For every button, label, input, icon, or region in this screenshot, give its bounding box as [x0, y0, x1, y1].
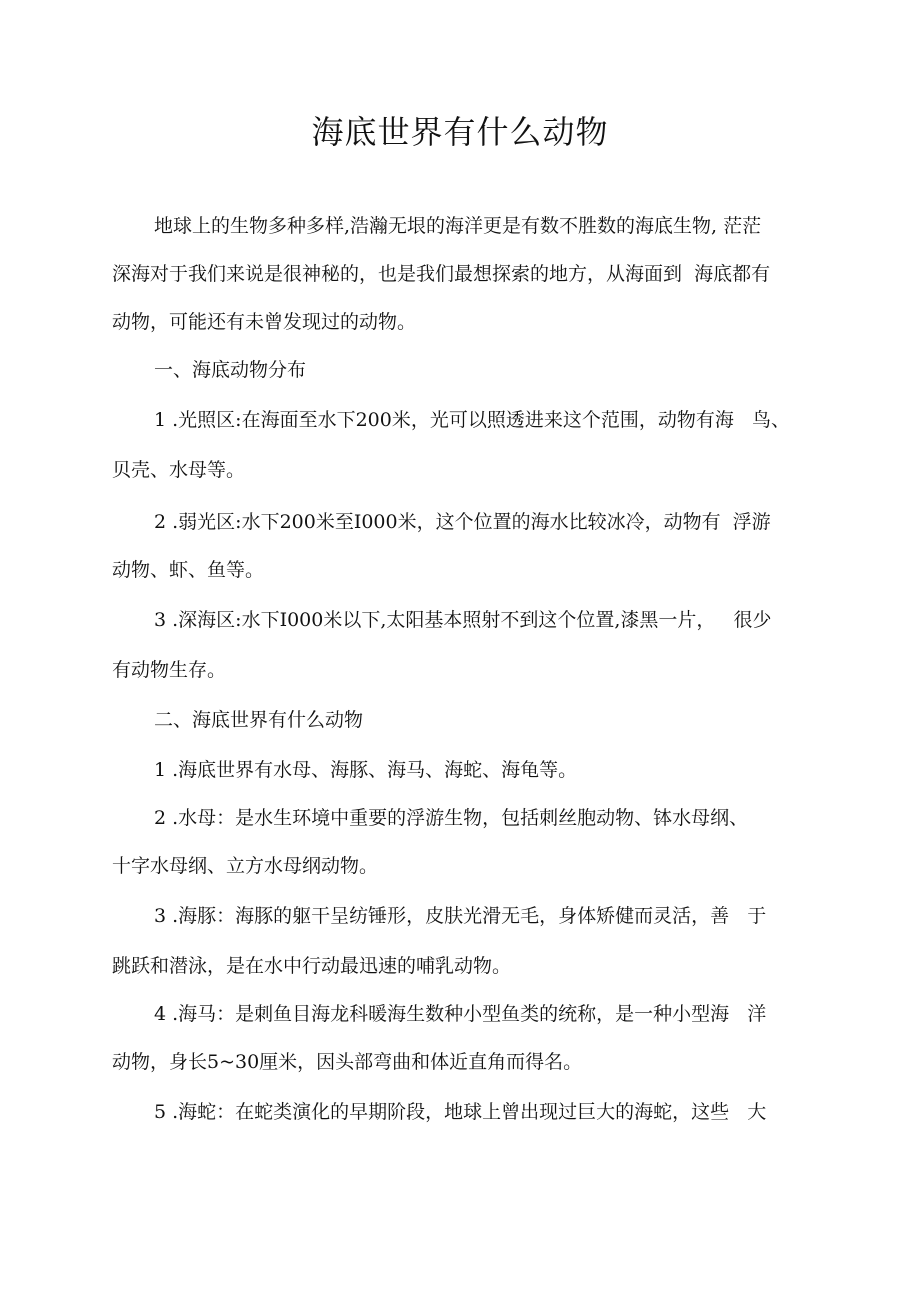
- intro-line-3: 动物，可能还有未曾发现过的动物。: [112, 311, 417, 333]
- intro-line-1: 地球上的生物多种多样,浩瀚无垠的海洋更是有数不胜数的海底生物, 茫茫: [154, 215, 762, 237]
- section-1-heading: 一、海底动物分布: [154, 359, 307, 381]
- section-2-item-4-line-2: 动物，身长5~30厘米，因头部弯曲和体近直角而得名。: [112, 1051, 583, 1073]
- document-title: 海底世界有什么动物: [311, 113, 609, 151]
- section-1-item-3-line-1: 3 .深海区:水下I000米以下,太阳基本照射不到这个位置,漆黑一片， 很少: [154, 609, 772, 631]
- section-2-item-3-line-1: 3 .海豚：海豚的躯干呈纺锤形，皮肤光滑无毛，身体矫健而灵活，善 于: [154, 905, 767, 927]
- section-2-item-2-line-2: 十字水母纲、立方水母纲动物。: [112, 855, 379, 877]
- section-1-item-2-line-2: 动物、虾、鱼等。: [112, 559, 265, 581]
- section-2-item-3-line-2: 跳跃和潜泳，是在水中行动最迅速的哺乳动物。: [112, 955, 512, 977]
- section-2-item-1-line-1: 1 .海底世界有水母、海豚、海马、海蛇、海龟等。: [154, 759, 578, 781]
- section-1-item-1-line-1: 1 .光照区:在海面至水下200米，光可以照透进来这个范围，动物有海 鸟、: [154, 409, 790, 431]
- intro-line-2: 深海对于我们来说是很神秘的，也是我们最想探索的地方，从海面到 海底都有: [112, 263, 771, 285]
- section-1-item-3-line-2: 有动物生存。: [112, 659, 227, 681]
- section-1-item-2-line-1: 2 .弱光区:水下200米至I000米，这个位置的海水比较冰冷，动物有 浮游: [154, 511, 771, 533]
- section-1-item-1-line-2: 贝壳、水母等。: [112, 459, 246, 481]
- section-2-heading: 二、海底世界有什么动物: [154, 709, 364, 731]
- section-2-item-4-line-1: 4 .海马：是刺鱼目海龙科暖海生数种小型鱼类的统称，是一种小型海 洋: [154, 1003, 767, 1025]
- section-2-item-5-line-1: 5 .海蛇：在蛇类演化的早期阶段，地球上曾出现过巨大的海蛇，这些 大: [154, 1101, 767, 1123]
- section-2-item-2-line-1: 2 .水母：是水生环境中重要的浮游生物，包括刺丝胞动物、钵水母纲、: [154, 807, 749, 829]
